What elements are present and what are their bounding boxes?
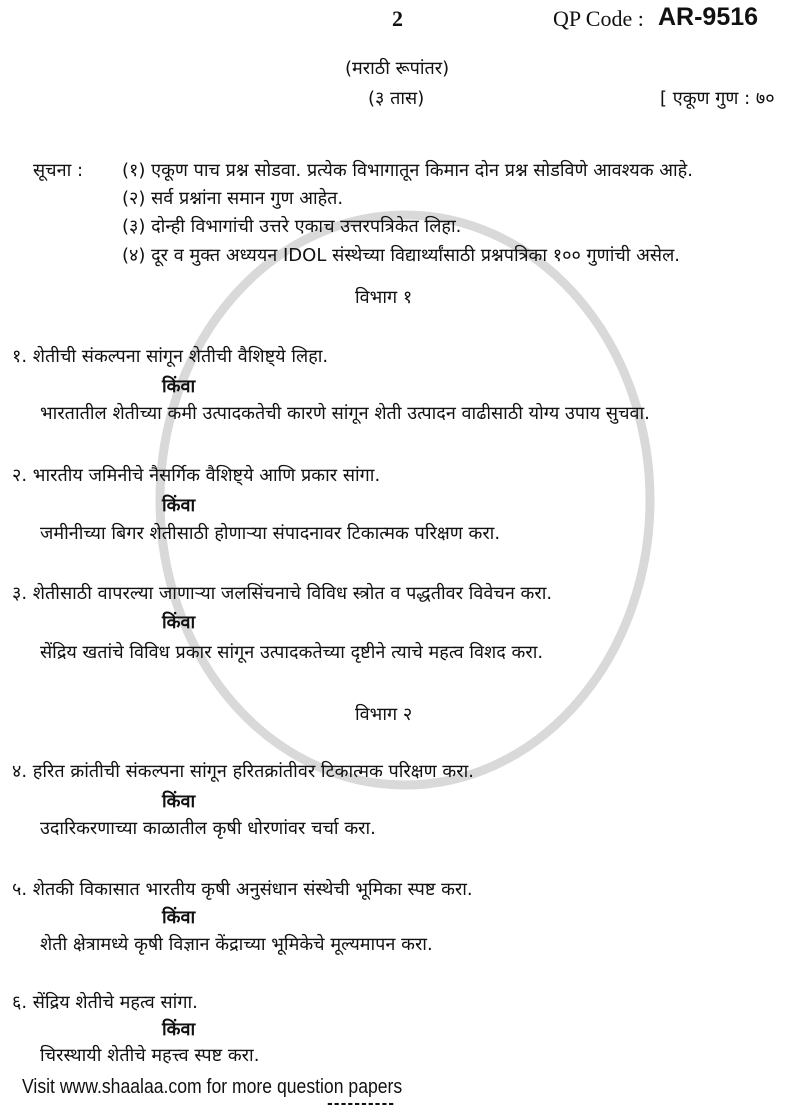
instruction-item: (१) एकूण पाच प्रश्न सोडवा. प्रत्येक विभागातून किमान दोन प्रश्न सोडविणे आवश्यक आहे.: [122, 160, 693, 181]
question: १. शेतीची संकल्पना सांगून शेतीची वैशिष्ट्ये लिहा.: [12, 346, 329, 367]
instruction-item: (३) दोन्ही विभागांची उत्तरे एकाच उत्तरपत्रिकेत लिहा.: [122, 216, 462, 237]
question-alternative: उदारिकरणाच्या काळातील कृषी धोरणांवर चर्चा करा.: [40, 818, 376, 839]
question-alternative: शेती क्षेत्रामध्ये कृषी विज्ञान केंद्राच्या भूमिकेचे मूल्यमापन करा.: [40, 934, 433, 955]
question-alternative: भारतातील शेतीच्या कमी उत्पादकतेची कारणे सांगून शेती उत्पादन वाढीसाठी योग्य उपाय सुचवा.: [40, 403, 650, 424]
or-label: किंवा: [162, 907, 196, 928]
section-title: विभाग २: [355, 704, 413, 725]
or-label: किंवा: [162, 1019, 196, 1040]
or-label: किंवा: [162, 612, 196, 633]
question: ६. सेंद्रिय शेतीचे महत्व सांगा.: [12, 992, 198, 1013]
question-alternative: सेंद्रिय खतांचे विविध प्रकार सांगून उत्पादकतेच्या दृष्टीने त्याचे महत्व विशद करा.: [40, 642, 544, 663]
total-marks: [ एकूण गुण : ७०: [660, 88, 775, 109]
footer-visit-link[interactable]: Visit www.shaalaa.com for more question papers: [22, 1076, 403, 1098]
duration: (३ तास): [368, 88, 425, 109]
question: ४. हरित क्रांतीची संकल्पना सांगून हरितक्रांतीवर टिकात्मक परिक्षण करा.: [12, 761, 474, 782]
version-label: (मराठी रूपांतर): [345, 58, 450, 79]
instruction-item: (२) सर्व प्रश्नांना समान गुण आहेत.: [122, 188, 344, 209]
or-label: किंवा: [162, 495, 196, 516]
question: ३. शेतीसाठी वापरल्या जाणाऱ्या जलसिंचनाचे विविध स्त्रोत व पद्धतीवर विवेचन करा.: [12, 583, 553, 604]
section-title: विभाग १: [355, 287, 413, 308]
page-number: 2: [392, 6, 403, 31]
qp-code-label: QP Code :: [553, 6, 644, 31]
end-mark: ----------: [327, 1096, 396, 1112]
or-label: किंवा: [162, 376, 196, 397]
instruction-item: (४) दूर व मुक्त अध्ययन IDOL संस्थेच्या विद्यार्थ्यांसाठी प्रश्नपत्रिका १०० गुणांची असेल.: [122, 245, 681, 266]
question: २. भारतीय जमिनीचे नैसर्गिक वैशिष्ट्ये आणि प्रकार सांगा.: [12, 465, 381, 486]
question-alternative: जमीनीच्या बिगर शेतीसाठी होणाऱ्या संपादनावर टिकात्मक परिक्षण करा.: [40, 523, 501, 544]
instructions-label: सूचना :: [33, 160, 84, 181]
question: ५. शेतकी विकासात भारतीय कृषी अनुसंधान संस्थेची भूमिका स्पष्ट करा.: [12, 879, 473, 900]
or-label: किंवा: [162, 791, 196, 812]
qp-code: AR-9516: [658, 3, 759, 31]
question-alternative: चिरस्थायी शेतीचे महत्त्व स्पष्ट करा.: [40, 1045, 260, 1066]
